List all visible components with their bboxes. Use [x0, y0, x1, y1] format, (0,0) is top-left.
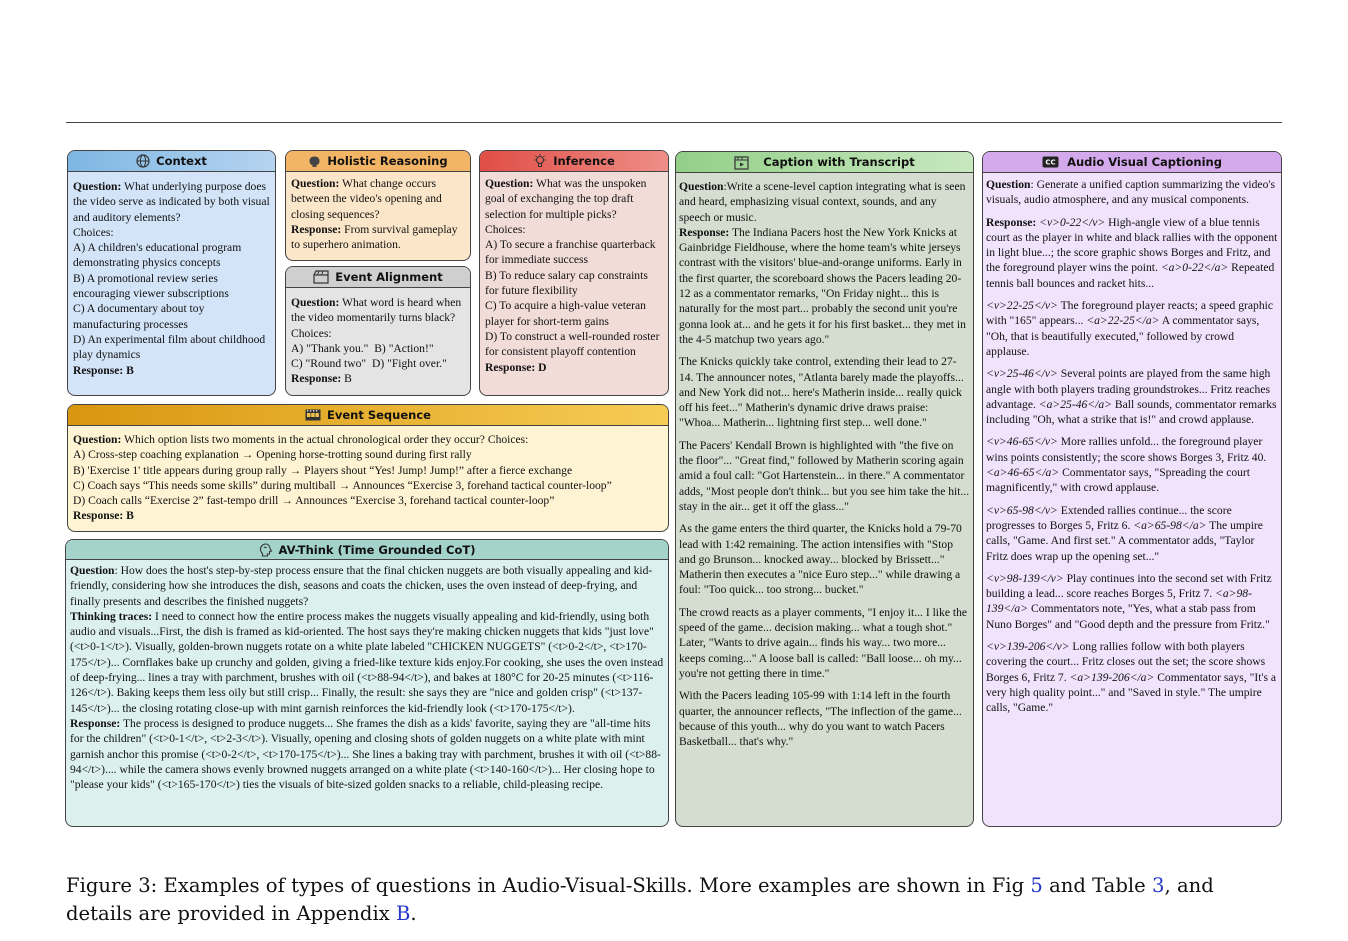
transcript-response: The Indiana Pacers host the New York Knicks at Gainbridge Fieldhouse, where the home team's white jerseys contrast with the visitors' blue-and-orange uniforms. Early in the first quarter, the scoreboard shows the Pacers leading 20-12 as a commentator remarks, "On Friday night... this is naturally for the most part... probably the second unit you're gonna look at... and he gets it for his first basket... they met in the 4-5 matchup two years ago." — [679, 225, 966, 346]
inference-panel — [479, 150, 669, 396]
question-label: Question — [986, 178, 1031, 191]
question-label: Question: — [485, 177, 534, 190]
transcript-question: :Write a scene-level caption integrating what is seen and heard, emphasizing visual context, sounds, and any speech or music. — [679, 180, 966, 224]
transcript-paragraph: The Pacers' Kendall Brown is highlighted with "the five on the floor"... "Great find," followed by Matherin scoring again amid a foul call: "Got Hartenstein... in there." A commentator adds, "Most people don't think... but you see him take the hit... stay in the air... get it off the glass..." — [679, 438, 970, 513]
audio-text: Repeated tennis ball bounces and racket hits... — [986, 261, 1275, 290]
alignment-header — [286, 267, 470, 288]
question-label: Question: — [291, 177, 340, 190]
audio-text: Commentator says, "Spreading the court magnificently," with crowd applause. — [986, 466, 1251, 495]
brain-icon — [308, 155, 321, 168]
sequence-header — [68, 405, 668, 426]
cc-icon — [1042, 156, 1059, 168]
context-question: What underlying purpose does the video serve as indicated by both visual and auditory elements? — [73, 180, 270, 224]
audio-tag: <a>0-22</a> — [1160, 261, 1229, 275]
transcript-title: Caption with Transcript — [763, 155, 915, 169]
choice-a: A) A children's educational program demonstrating physics concepts — [73, 241, 242, 270]
visual-text: Play continues into the second set with Fritz building a lead... score reaches Borges 5, Fritz 7. — [986, 571, 1272, 601]
visual-text: The foreground player reacts; a speed graphic with "165" appears... — [986, 299, 1274, 328]
clapperboard-icon — [313, 270, 329, 284]
alignment-panel — [285, 266, 471, 396]
alignment-title: Event Alignment — [335, 270, 443, 284]
transcript-paragraph: With the Pacers leading 105-99 with 1:14 left in the fourth quarter, the announcer reflects, "The inflection of the game... because of this youth... why do you want to watch Pacers Basketball... that's why." — [679, 689, 962, 749]
response-label: Response: — [291, 222, 342, 236]
lightbulb-icon — [533, 154, 547, 168]
audio-tag: <a>22-25</a> — [1086, 314, 1160, 328]
audio-text: The umpire calls, "Game. And first set." A commentator adds, "Taylor Fritz does wrap up the opening set..." — [986, 518, 1263, 563]
context-panel — [67, 150, 276, 396]
audio-tag: <a>139-206</a> — [1069, 670, 1155, 684]
avthink-header — [66, 540, 668, 560]
holistic-panel — [285, 150, 471, 261]
top-rule — [66, 122, 1282, 123]
video-file-icon — [734, 155, 749, 170]
choice-b: B) To reduce salary cap constraints for future flexibility — [485, 268, 648, 298]
visual-tag: <v>22-25</v> — [986, 299, 1058, 313]
choices-label: Choices: — [73, 225, 114, 239]
choice-b: B) A promotional review series encouraging viewer subscriptions — [73, 271, 229, 301]
transcript-header — [676, 152, 973, 173]
transcript-panel — [675, 151, 974, 827]
film-strip-icon — [305, 409, 321, 421]
response-label: Response: — [291, 372, 342, 386]
choice-a: A) Cross-step coaching explanation → Opening horse-trotting sound during first rally — [73, 448, 472, 462]
response-label: Response: — [679, 225, 730, 239]
table-link[interactable]: 3 — [1152, 874, 1165, 897]
audio-tag: <a>65-98</a> — [1133, 518, 1207, 532]
sequence-panel — [67, 404, 669, 532]
visual-tag: <v>139-206</v> — [986, 640, 1070, 654]
alignment-response: B — [344, 372, 352, 386]
alignment-question: What word is heard when the video momentarily turns black? Choices: — [291, 296, 462, 340]
visual-tag: <v>0-22</v> — [1039, 215, 1106, 229]
audio-text: Ball sounds, commentator remarks including "Oh, what a strike that is!" and crowd applause. — [986, 397, 1277, 427]
visual-text: High-angle view of a blue tennis court as the player in white and black rallies with the opponent in light blue...; the score graphic shows Borges and Fritz, and the foreground player wins the point. — [986, 215, 1278, 275]
visual-tag: <v>46-65</v> — [986, 435, 1058, 449]
avthink-question: : How does the host's step-by-step process ensure that the final chicken nuggets are both visually appealing and kid-friendly, considering how she introduces the dish, seasons and coats the chicken, uses the oven instead of deep-frying, and finally presents and describes the finished nuggets? — [70, 564, 653, 608]
caption-mid: and Table — [1049, 874, 1146, 897]
audio-text: A commentator says, "Oh, that is beautifully executed," followed by crowd applause. — [986, 314, 1260, 358]
caption-prefix: Figure 3: Examples of types of questions in Audio-Visual-Skills. More examples are shown in Fig — [66, 874, 1025, 897]
visual-tag: <v>65-98</v> — [986, 503, 1058, 517]
sequence-question: Which option lists two moments in the actual chronological order they occur? Choices: — [124, 433, 529, 446]
avcaption-question: : Generate a unified caption summarizing the video's visuals, audio atmosphere, and any musical components. — [986, 178, 1275, 207]
visual-text: Several points are played from the same high angle with both players trading groundstrokes... Fritz reaches advantage. — [986, 367, 1271, 411]
figure-link[interactable]: 5 — [1030, 874, 1043, 897]
choices-label: Choices: — [485, 222, 526, 236]
choice-a: A) To secure a franchise quarterback for immediate success — [485, 238, 656, 267]
audio-text: Commentators note, "Yes, what a stab pass from Nuno Borges" and "Good depth and the pressure from Fritz." — [986, 602, 1270, 631]
context-response: Response: B — [73, 363, 134, 377]
avthink-panel — [65, 539, 669, 827]
choice-c: C) To acquire a high-value veteran player for short-term gains — [485, 299, 646, 328]
figure-caption — [66, 872, 1282, 928]
inference-title: Inference — [553, 154, 615, 168]
visual-text: Extended rallies continue... the score progresses to Borges 5, Fritz 6. — [986, 503, 1232, 532]
choice-d: D) Coach calls “Exercise 2” fast-tempo drill → Announces “Exercise 3, forehand tactical counter-loop” — [73, 494, 555, 508]
question-label: Question: — [291, 296, 340, 309]
audio-text: Commentator says, "It's a very high quality point..." and "Saved in style." The umpire calls, "Game." — [986, 670, 1277, 715]
avcaption-panel — [982, 151, 1282, 827]
audio-tag: <a>25-46</a> — [1038, 397, 1112, 411]
avcaption-header — [983, 152, 1281, 173]
appendix-link[interactable]: B — [396, 902, 411, 925]
inference-response: Response: D — [485, 360, 547, 374]
context-title: Context — [156, 154, 207, 168]
thinking-label: Thinking traces: — [70, 609, 153, 623]
question-label: Question — [70, 564, 115, 577]
caption-suffix: . — [410, 902, 417, 925]
avthink-thinking: I need to connect how the entire process makes the nuggets visually appealing and kid-friendly, using both audio and visuals...First, the dish is framed as kid-oriented. The host says they're making chicken nuggets that kids "just love" (<t>0-1</t>). Visually, golden-brown nuggets rotate on a white plate labeled "CHICKEN NUGGETS" (<t>0-2</t>, <t>170-175</t>)... Cornflakes bake up crunchy and golden, giving a fried-like texture kids enjoy.For cooking, she uses the oven instead of deep-frying... lines a tray with parchment, brushes with oil (<t>88-94</t>), and bakes at 180°C for 20-25 minutes (<t>116-126</t>). Baking keeps them less oily but still crisp... Finally, the result: she says they are "nice and golden crisp" (<t>137-145</t>)... the closing rotating close-up with mint garnish reinforces the kid-friendly look (<t>170-175</t>). — [70, 609, 664, 715]
visual-text: Long rallies follow with both players covering the court... Fritz closes out the set; the score shows Borges 6, Fritz 7. — [986, 640, 1266, 684]
holistic-header — [286, 151, 470, 172]
audio-tag: <a>98-139</a> — [986, 587, 1252, 616]
visual-tag: <v>98-139</v> — [986, 571, 1064, 585]
alignment-choices-2: C) "Round two" D) "Fight over." — [291, 357, 447, 371]
response-label: Response: — [70, 716, 121, 730]
question-label: Question — [679, 180, 724, 193]
transcript-paragraph: As the game enters the third quarter, the Knicks hold a 79-70 lead with 1:42 remaining. The action intensifies with "Stop and go Brunson... knocked away... blocked by Brissett..." Matherin then executes a "nice Euro step..." while drawing a foul: "Too quick... too strong... bucket." — [679, 522, 962, 597]
inference-question: What was the unspoken goal of exchanging the top draft selection for multiple picks? — [485, 177, 647, 221]
head-icon — [259, 543, 273, 557]
response-label: Response: — [986, 215, 1037, 229]
choice-c: C) A documentary about toy manufacturing processes — [73, 302, 205, 331]
choice-b: B) 'Exercise 1' title appears during group rally → Players shout “Yes! Jump! Jump!” after a fierce exchange — [73, 463, 573, 477]
choice-c: C) Coach says “This needs some skills” during multiball → Announces “Exercise 3, forehand tactical counter-loop” — [73, 478, 612, 492]
context-header — [68, 151, 275, 172]
alignment-choices-1: A) "Thank you." B) "Action!" — [291, 341, 434, 355]
visual-text: More rallies unfold... the foreground player wins points consistently; the score shows Borges 3, Fritz 40. — [986, 435, 1267, 464]
holistic-question: What change occurs between the video's opening and closing sequences? — [291, 177, 442, 221]
avthink-title: AV-Think (Time Grounded CoT) — [278, 542, 476, 557]
transcript-paragraph: The crowd reacts as a player comments, "I enjoy it... I like the speed of the game... decision making... what a tough shot." Later, "Wants to drive again... finds his way... two more... keeps coming..." A loose ball is called: "Ball loose... oh my... you're not getting there in time." — [679, 605, 968, 680]
choice-d: D) An experimental film about childhood play dynamics — [73, 332, 266, 362]
visual-tag: <v>25-46</v> — [986, 367, 1058, 381]
svg-text:CC: CC — [1045, 158, 1056, 167]
avcaption-title: Audio Visual Captioning — [1067, 155, 1222, 169]
avthink-response: The process is designed to produce nuggets... She frames the dish as a kids' favorite, saying they are "all-time hits for the children" (<t>0-1</t>, <t>2-3</t>). Visually, opening and closing shots of golden nuggets on a white plate with mint garnish anchor this promise (<t>0-2</t>, <t>170-175</t>)... She lines a baking tray with parchment, brushes it with oil (<t>88-94</t>).... while the camera shows evenly browned nuggets arranged on a white plate (<t>140-160</t>)... Her closing hope to "please your kids" (<t>165-170</t>) ties the visuals of bite-sized golden snacks to a reliable, child-pleasing recipe. — [70, 716, 661, 792]
question-label: Question: — [73, 433, 122, 446]
audio-tag: <a>46-65</a> — [986, 466, 1060, 480]
choice-d: D) To construct a well-rounded roster for consistent playoff contention — [485, 329, 660, 359]
caption-mid2: , and details are provided in Appendix — [66, 874, 1214, 925]
holistic-title: Holistic Reasoning — [327, 154, 448, 168]
inference-header — [480, 151, 668, 172]
holistic-response: From survival gameplay to superhero animation. — [291, 222, 458, 252]
transcript-paragraph: The Knicks quickly take control, extending their lead to 27-14. The announcer notes, "Atlanta barely made the playoffs... and New York did not... here's Matherin inside... really quick off his feet..." Matherin's dynamic drive draws praise: "Whoa... Matherin... lightning first step... well done." — [679, 355, 964, 430]
question-label: Question: — [73, 180, 122, 193]
globe-icon — [136, 154, 150, 168]
sequence-title: Event Sequence — [327, 408, 431, 422]
sequence-response: Response: B — [73, 509, 134, 523]
